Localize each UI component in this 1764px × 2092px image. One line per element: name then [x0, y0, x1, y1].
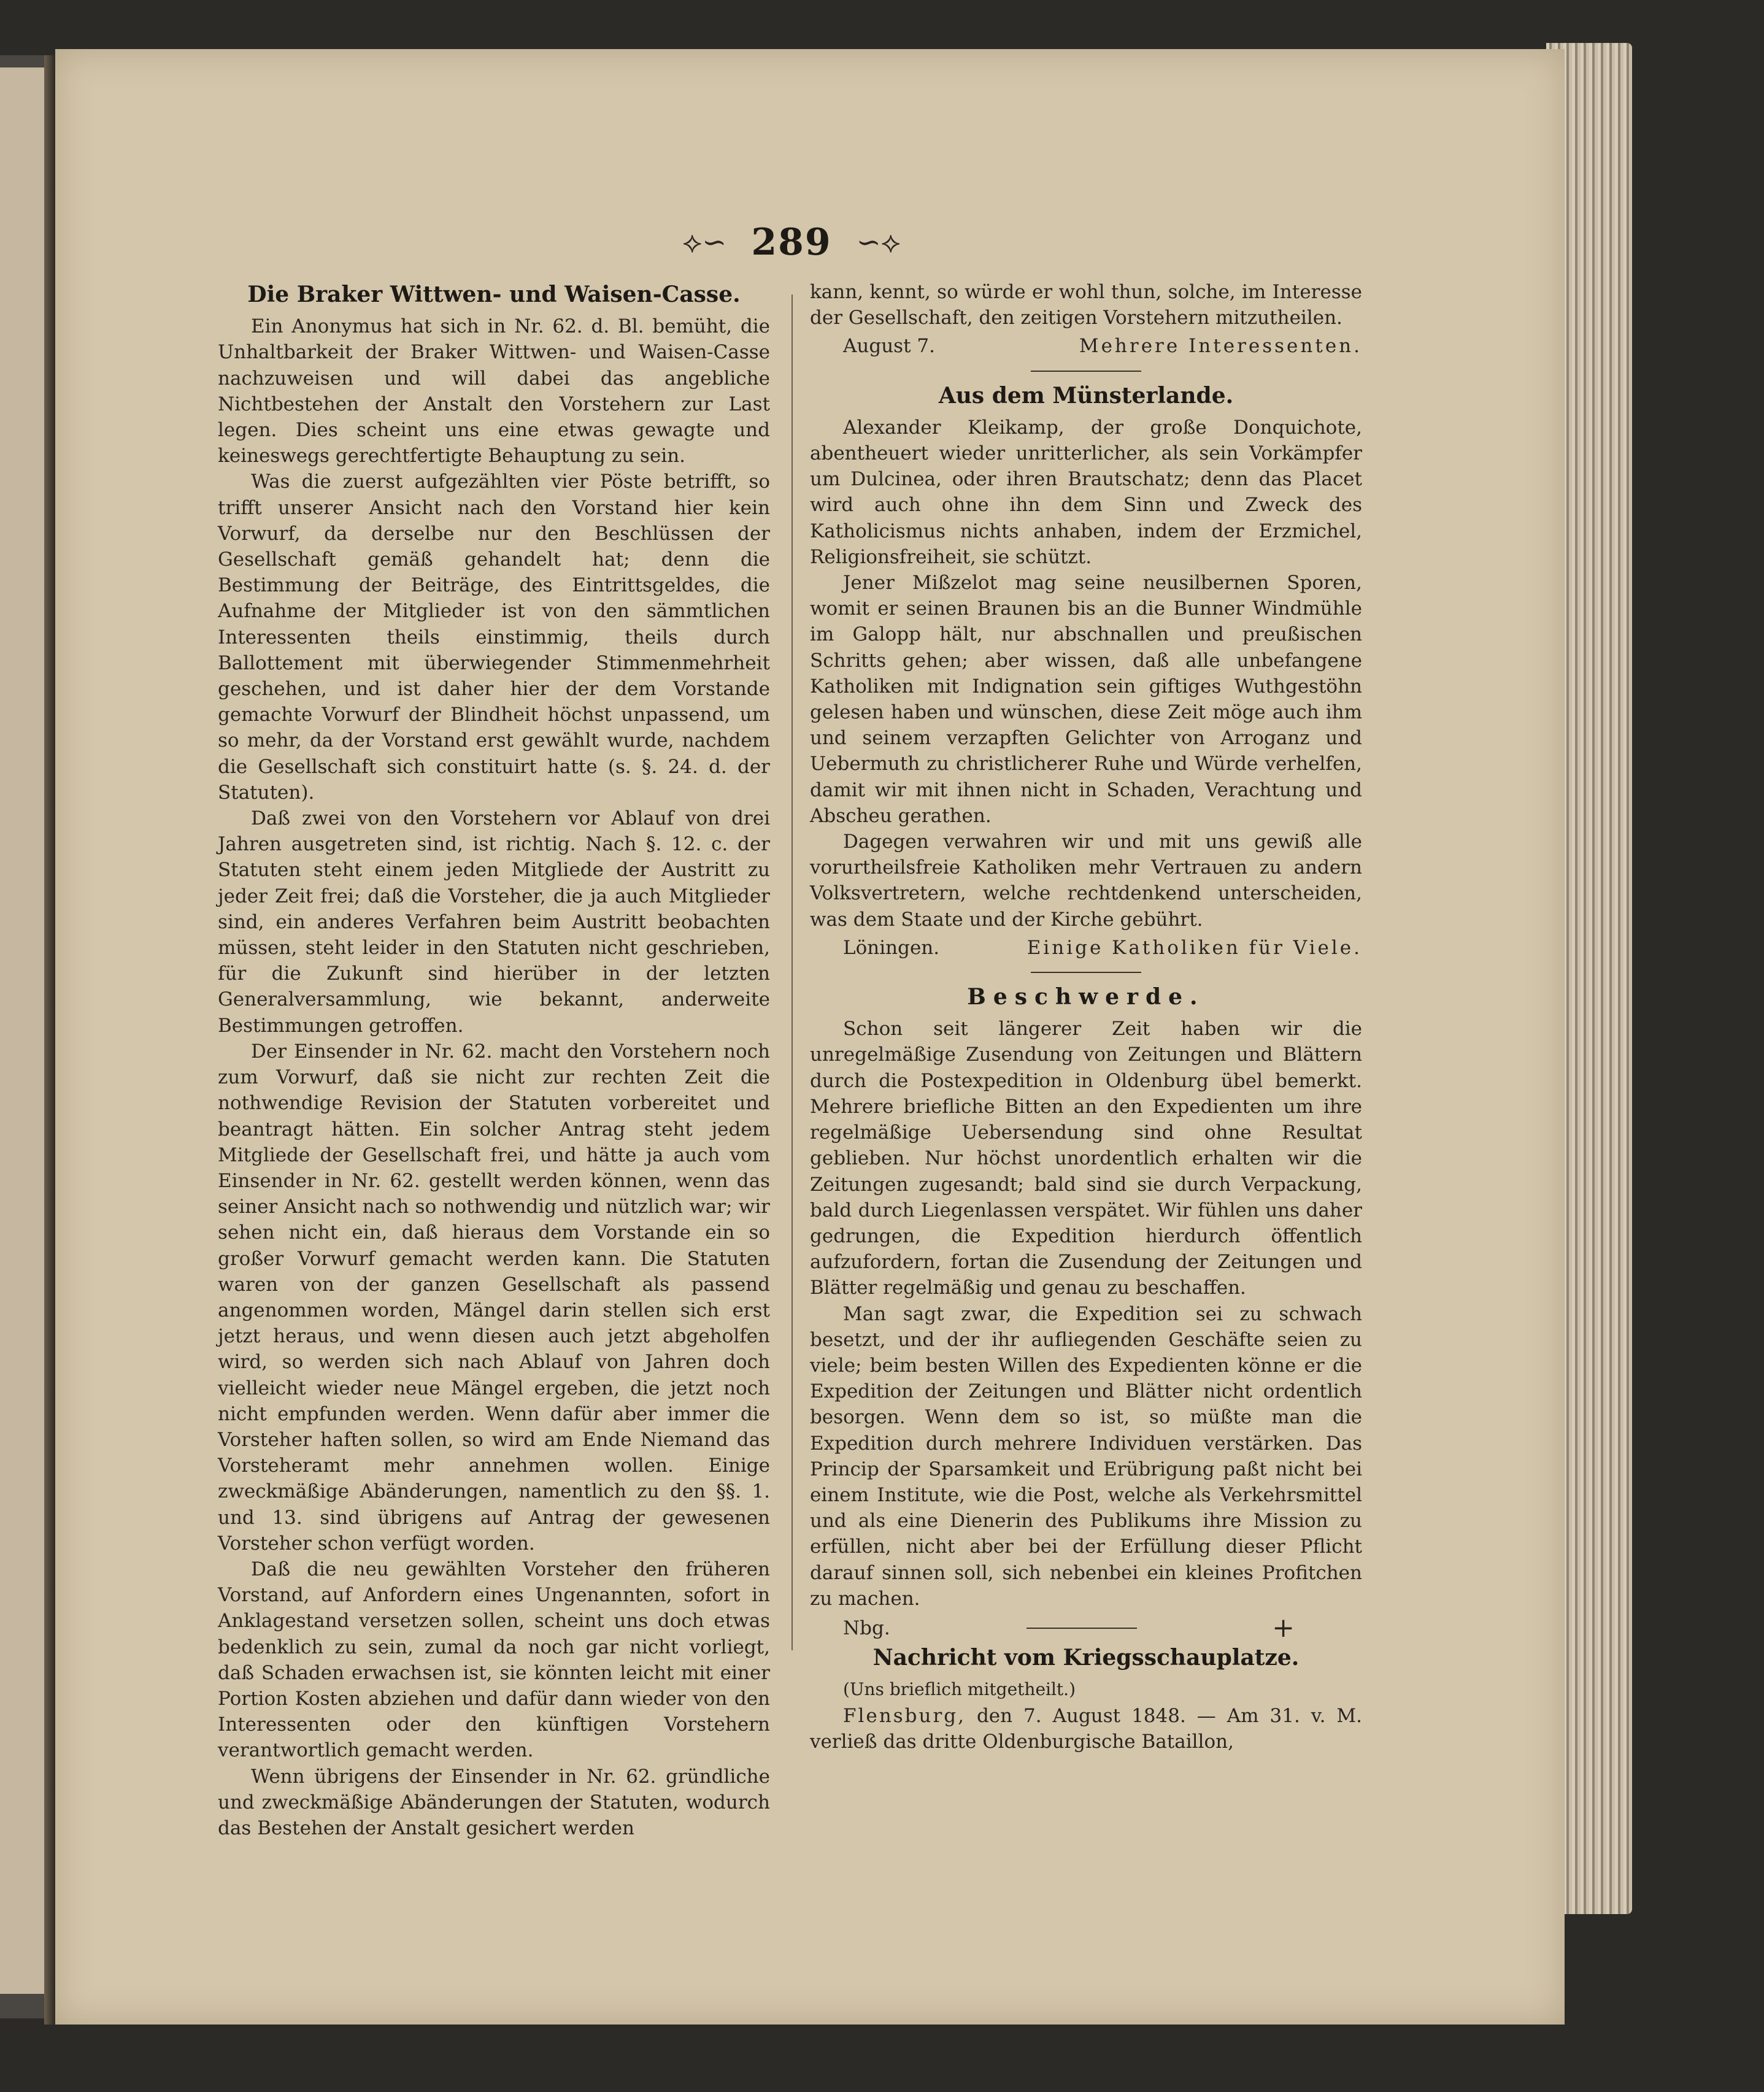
- article-paragraph: Alexander Kleikamp, der große Donquichote, abentheuert wieder unritterlicher, als sein Vorkämpfer um Dulcinea, oder ihren Brautschatz; denn das Placet wird auch ohne ihn dem Sinn und Zweck des Katholicismus nichts anhaben, indem der Erzmichel, Religionsfreiheit, sie schützt.: [810, 416, 1362, 568]
- section-rule: [1031, 972, 1141, 973]
- article-signature: Einige Katholiken für Viele.: [1026, 936, 1362, 959]
- article-signature: Nbg.: [843, 1617, 890, 1639]
- article-paragraph: Was die zuerst aufgezählten vier Pöste betrifft, so trifft unserer Ansicht nach den Vorstand hier kein Vorwurf, da derselbe nur den Beschlüssen der Gesellschaft gemäß gehandelt hat; denn die Bestimmung der Beiträge, des Eintrittsgeldes, die Aufnahme der Mitglieder ist von den sämmtlichen Interessenten theils einstimmig, theils durch Ballottement mit überwiegender Stimmenmehrheit geschehen, und ist daher hier der dem Vorstande gemachte Vorwurf der Blindheit höchst unpassend, um so mehr, da der Vorstand erst gewählt wurde, nachdem die Gesellschaft sich constituirt hatte (s. §. 24. d. der Statuten).: [218, 471, 770, 804]
- previous-page-edge: [0, 67, 44, 1994]
- article-title-kriegsschauplatz: Nachricht vom Kriegsschauplatze.: [872, 1645, 1300, 1671]
- article-paragraph: [810, 1703, 1362, 1755]
- article-continuation: kann, kennt, so würde er wohl thun, solche, im Interesse der Gesellschaft, den zeitigen Vorstehern mitzutheilen.: [810, 281, 1362, 329]
- separator-group: [1026, 1612, 1295, 1644]
- dateline-place: Flensburg,: [843, 1704, 966, 1727]
- article-paragraph: Der Einsender in Nr. 62. macht den Vorstehern noch zum Vorwurf, daß sie nicht zur rechten Zeit die nothwendige Revision der Statuten vorbereitet und beantragt hätten. Ein solcher Antrag steht jedem Mitgliede der Gesellschaft frei, und hätte ja auch vom Einsender in Nr. 62. gestellt werden können, wenn das seiner Ansicht nach so nothwendig und nützlich war; wir sehen nicht ein, daß hieraus dem Vorstande ein so großer Vorwurf gemacht werden kann. Die Statuten waren von der ganzen Gesellschaft als passend angenommen worden, Mängel darin stellen sich erst jetzt heraus, und wenn diesen auch jetzt abgeholfen wird, so werden sich nach Ablauf von Jahren doch vielleicht wieder neue Mängel ergeben, die jetzt noch nicht empfunden werden. Wenn dafür aber immer die Vorsteher haften sollen, so wird am Ende Niemand das Vorsteheramt mehr annehmen wollen. Einige zweckmäßige Abänderungen, namentlich zu den §§. 1. und 13. sind übrigens auf Antrag der gewesenen Vorsteher schon verfügt worden.: [218, 1040, 770, 1555]
- column-divider: [791, 294, 793, 1650]
- article-paragraph: Dagegen verwahren wir und mit uns gewiß alle vorurtheilsfreie Katholiken mehr Vertrauen zu andern Volksvertretern, welche rechtdenkend unterscheiden, was dem Staate und der Kirche gebührt.: [810, 831, 1362, 931]
- article-paragraph: Ein Anonymus hat sich in Nr. 62. d. Bl. bemüht, die Unhaltbarkeit der Braker Wittwen- und Waisen-Casse nachzuweisen und will dabei das angebliche Nichtbestehen der Anstalt den Vorstehern zur Last legen. Dies scheint uns eine etwas gewagte und keineswegs gerechtfertigte Behauptung zu sein.: [218, 315, 770, 467]
- left-column: [218, 279, 770, 1841]
- article-title-wittwen-casse: Die Braker Wittwen- und Waisen-Casse.: [247, 282, 741, 307]
- dateline-text: den 7. August 1848. — Am 31. v. M. verließ das dritte Oldenburgische Bataillon,: [810, 1704, 1362, 1753]
- article-paragraph: Wenn übrigens der Einsender in Nr. 62. gründliche und zweckmäßige Abänderungen der Statuten, wodurch das Bestehen der Anstalt gesichert werden: [218, 1765, 770, 1839]
- signature-row: [810, 333, 1362, 359]
- article-paragraph: Daß die neu gewählten Vorsteher den früheren Vorstand, auf Anfordern eines Ungenannten, sofort in Anklagestand versetzen sollen, scheint uns doch etwas bedenklich zu sein, zumal da noch gar nicht vorliegt, daß Schaden erwachsen ist, sie könnten leicht mit einer Portion Kosten abziehen und dafür dann wieder von den Interessenten oder den künftigen Vorstehern verantwortlich gemacht werden.: [218, 1558, 770, 1762]
- signature-row: [810, 935, 1362, 961]
- article-date: August 7.: [843, 335, 935, 358]
- ornament-right-icon: ∽⟡: [856, 225, 901, 260]
- article-subtitle: (Uns brieflich mitgetheilt.): [843, 1679, 1076, 1700]
- article-paragraph: Jener Mißzelot mag seine neusilbernen Sporen, womit er seinen Braunen bis an die Bunner Windmühle im Galopp hält, nur abschnallen und preußischen Schritts gehen; aber wissen, daß alle unbefangene Katholiken mit Indignation sein giftiges Wuthgestöhn gelesen haben und wünschen, diese Zeit möge auch ihm und seinem verzapften Gelichter von Arroganz und Uebermuth zu christlicherer Ruhe und Würde verhelfen, damit wir mit ihnen nicht in Schaden, Verachtung und Abscheu gerathen.: [810, 572, 1362, 827]
- article-place: Löningen.: [843, 936, 940, 959]
- ornament-left-icon: ⟡∽: [682, 225, 727, 260]
- book-gutter: [44, 55, 55, 2025]
- article-paragraph: Man sagt zwar, die Expedition sei zu schwach besetzt, und der ihr aufliegenden Geschäfte seien zu viele; beim besten Willen des Expedienten könne er die Expedition der Zeitungen und Blätter nicht ordentlich besorgen. Wenn dem so ist, so müßte man die Expedition durch mehrere Individuen verstärken. Das Princip der Sparsamkeit und Erübrigung paßt nicht bei einem Institute, wie die Post, welche als Verkehrsmittel und als eine Dienerin des Publikums ihre Mission zu erfüllen, nicht aber bei der Erfüllung dieser Pflicht darauf sinnen soll, sich nebenbei ein kleines Profitchen zu machen.: [810, 1302, 1362, 1610]
- page-number: 289: [751, 221, 832, 264]
- signature-row: [810, 1612, 1362, 1644]
- article-title-beschwerde: Beschwerde.: [967, 984, 1205, 1010]
- article-paragraph: Schon seit längerer Zeit haben wir die unregelmäßige Zusendung von Zeitungen und Blättern durch die Postexpedition in Oldenburg übel bemerkt. Mehrere briefliche Bitten an den Expedienten um ihre regelmäßige Uebersendung sind ohne Resultat geblieben. Nur höchst unordentlich erhalten wir die Zeitungen zugesandt; bald sind sie durch Verpackung, bald durch Liegenlassen verspätet. Wir fühlen uns daher gedrungen, die Expedition hierdurch öffentlich aufzufordern, fortan die Zusendung der Zeitungen und Blätter regelmäßig und genau zu beschaffen.: [810, 1018, 1362, 1299]
- page-header: [638, 218, 945, 267]
- section-rule: [1031, 371, 1141, 372]
- article-signature: Mehrere Interessenten.: [1079, 335, 1362, 358]
- section-rule: [1026, 1628, 1137, 1629]
- right-column: [810, 279, 1362, 1755]
- article-title-muensterlande: Aus dem Münsterlande.: [938, 382, 1234, 409]
- article-paragraph: Daß zwei von den Vorstehern vor Ablauf von drei Jahren ausgetreten sind, ist richtig. Nach §. 12. c. der Statuten steht einem jeden Mitgliede der Austritt zu jeder Zeit frei; daß die Vorsteher, die ja auch Mitglieder sind, ein anderes Verfahren beim Austritt beobachten müssen, steht leider in den Statuten nicht geschrieben, für die Zukunft sind hierüber in der letzten Generalversammlung, wie bekannt, anderweite Bestimmungen getroffen.: [218, 807, 770, 1037]
- cross-icon: +: [1272, 1612, 1295, 1644]
